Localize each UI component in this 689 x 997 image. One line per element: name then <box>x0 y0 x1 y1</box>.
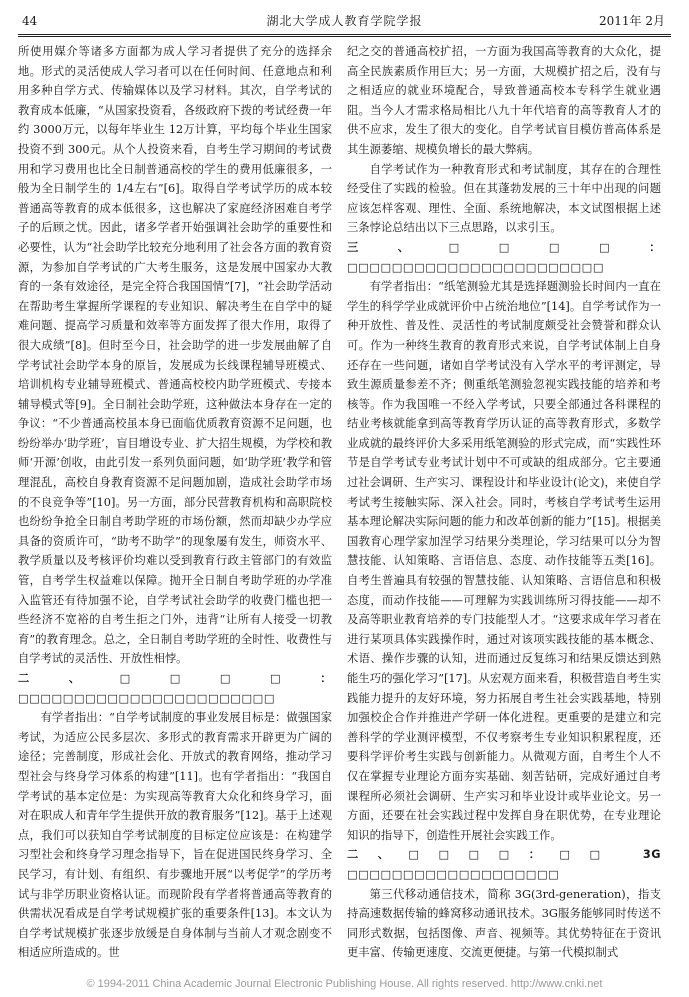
section-heading: 三、□□□□：□□□□□□□□□□□□□□□□□□□□□□□ <box>347 240 661 274</box>
header-rule <box>18 34 671 35</box>
left-column <box>18 42 332 982</box>
header-rule-thin <box>18 36 671 37</box>
right-column <box>347 42 661 982</box>
paragraph: 第三代移动通信技术，简称 3G(3rd-generation)，指支持高速数据传输的蜂窝移动通讯技术。3G服务能够同时传送不同形式数据，包括图像、声音、视频等。其优势特征在于资讯更丰富、传输更速度、交流更便捷。与第一代模拟制式 <box>347 887 661 960</box>
copyright-watermark: © 1994-2011 China Academic Journal Electronic Publishing House. All rights reserved. http://www.cnki.net <box>86 978 603 990</box>
page-number: 44 <box>22 14 38 28</box>
running-header <box>18 10 671 32</box>
paragraph: 自学考试作为一种教育形式和考试制度，其存在的合理性经受住了实践的检验。但在其蓬勃发展的三十年中出现的问题应该怎样客观、理性、全面、系统地解决，本文试图根据上述三条悖论总结出以下三点思路，以求引玉。 <box>347 162 661 235</box>
section-heading: 二、□□□□：□□ 3G □□□□□□□□□□□□□□□□□□□ <box>347 848 661 881</box>
paragraph: 有学者指出：“自学考试制度的事业发展目标是：做强国家考试，为适应公民多层次、多形式的教育需求开辟更为广阔的途径；完善制度，形成社会化、开放式的教育网络，推动学习型社会与终身学习体系的构建”[11]。也有学者指出：“我国自学考试的基本定位是：为实现高等教育大众化和终身学习，面对在职成人和青年学生提供开放的教育服务”[12]。基于上述观点，我们可以获知自学考试制度的目标定位应该是：在构建学习型社会和终身学习理念指导下，旨在促进国民终身学习、全民学习，有计划、有组织、有步骤地开展“以考促学”的学历考试与非学历职业资格认证。而现阶段有学者将普通高等教育的供需状况看成是自学考试规模扩张的重要条件[13]。本文认为自学考试规模扩张逐步放缓是自身体制与当前人才观念剧变不相适应所造成的。世 <box>18 711 332 960</box>
paragraph: 有学者指出：“纸笔测验尤其是选择题测验长时间内一直在学生的科学学业成就评价中占统治地位”[14]。自学考试作为一种开放性、普及性、灵活性的考试制度颇受社会赞誉和群众认可。作为一种终生教育的教育形式来说，自学考试体制上自身还存在一些问题，诸如自学考试没有入学水平的考评测定，导致生源质量参差不齐；侧重纸笔测验忽视实践技能的培养和考核等。作为我国唯一不经入学考试，只要全部通过各科课程的结业考核就能拿到高等教育学历认证的高等教育形式，多数学业成就的最终评价大多采用纸笔测验的形式完成，而“实践性环节是自学考试专业考试计划中不可或缺的组成部分。它主要通过社会调研、生产实习、课程设计和毕业设计(论文)，来使自学考试考生接触实际、深入社会。同时，考核自学考试考生运用基本理论解决实际问题的能力和改革创新的能力”[15]。根据美国教育心理学家加涅学习结果分类理论，学习结果可以分为智慧技能、认知策略、言语信息、态度、动作技能等五类[16]。自考生普遍具有较强的智慧技能、认知策略、言语信息和积极态度，而动作技能——可理解为实践训练所习得技能——却不及高等职业教育培养的专门技能型人才。“这要求成年学习者在进行某项具体实践操作时，通过对该项实践技能的基本概念、术语、操作步骤的认知，进而通过反复练习和结果反馈达到熟能生巧的强化学习”[17]。从宏观方面来看，积极营造自考生实践能力提升的友好环境，努力拓展自考生社会实践基地，特别加强校企合作并推进产学研一体化进程。更重要的是建立和完善科学的学业测评模型，不仅考察考生专业知识积累程度，还要科学评价考生实践与创新能力。从微观方面，自考生个人不仅在掌握专业理论方面夯实基础、刻苦钻研，完成好通过自考课程所必须社会调研、生产实习和毕业设计或毕业论文。另一方面，还要在社会实践过程中发挥自身在职优势，在专业理论知识的指导下，创造性开展社会实践工作。 <box>347 280 661 842</box>
paragraph: 所使用媒介等诸多方面都为成人学习者提供了充分的选择余地。形式的灵活使成人学习者可以在任何时间、任意地点和利用多种自学方式、传输媒体以及学习材料。其次，自学考试的教育成本低廉，“从国家投资看，各级政府下拨的考试经费一年约 3000万元，以每年毕业生 12万计算，平均每个毕业生国家投资不到 300元。从个人投资来看，自考生学习期间的考试费用和学习费用也比全日制普通高校的学生的费用低廉很多，一般为全日制学生的 1/4左右”[6]。取得自学考试学历的成本较普通高等教育的成本低很多，这也解决了家庭经济困难自考学子的后顾之忧。因此，诸多学者开始强调社会助学的重要性和必要性，认为“社会助学比较充分地利用了社会各方面的教育资源，为参加自学考试的广大考生服务，这是发展中国家办大教育的一条有效途径，是完全符合我国国情”[7]，“社会助学活动在帮助考生掌握所学课程的专业知识、解决考生在自学中的疑难问题、提高学习质量和效率等方面发挥了很大作用，取得了很大成绩”[8]。但时至今日，社会助学的进一步发展曲解了自学考试社会助学本身的原旨，发展成为长线课程辅导班模式、培训机构专业辅导班模式、普通高校校内助学班模式、专接本辅导模式等[9]。全日制社会助学班，这种做法本身存在一定的争议：“不少普通高校虽本身已面临优质教育资源不足问题，也纷纷举办‘助学班’，盲目增设专业、扩大招生规模，为学校和教师‘开源’创收，由此引发一系列负面问题，如‘助学班’教学和管理混乱，高校自身教育资源不足问题加剧，造成社会助学市场的不良竞争等”[10]。另一方面，部分民营教育机构和高职院校也纷纷争抢全日制自考助学班的市场份额，然而却缺少办学应具备的资质许可，“助考不助学”的现象屡有发生，师资水平、教学质量以及考核评价均难以受到教育行政主管部门的有效监管，自考学生权益难以保障。抛开全日制自考助学班的办学准入监管还有待加强不论，自学考试社会助学的收费门槛也把一些经济不宽裕的自考生拒之门外，违背“让所有人接受一切教育”的教育理念。总之，全日制自考助学班的全时性、收费性与自学考试的灵活性、开放性相悖。 <box>18 45 332 666</box>
section-heading: 二、□□□□：□□□□□□□□□□□□□□□□□□□□□□□ <box>18 672 332 705</box>
journal-title: 湖北大学成人教育学院学报 <box>266 14 423 28</box>
issue-date: 2011年 2月 <box>599 14 665 28</box>
paragraph: 纪之交的普通高校扩招，一方面为我国高等教育的大众化，提高全民族素质作用巨大；另一方面，大规模扩招之后，没有与之相适应的就业环境配合，导致普通高校本专科学生就业遇阻。当今人才需求格局相比八九十年代培育的高等教育人才的供不应求，发生了很大的变化。自学考试盲目模仿普高体系是其生源萎缩、规模负增长的最大弊病。 <box>347 45 661 156</box>
